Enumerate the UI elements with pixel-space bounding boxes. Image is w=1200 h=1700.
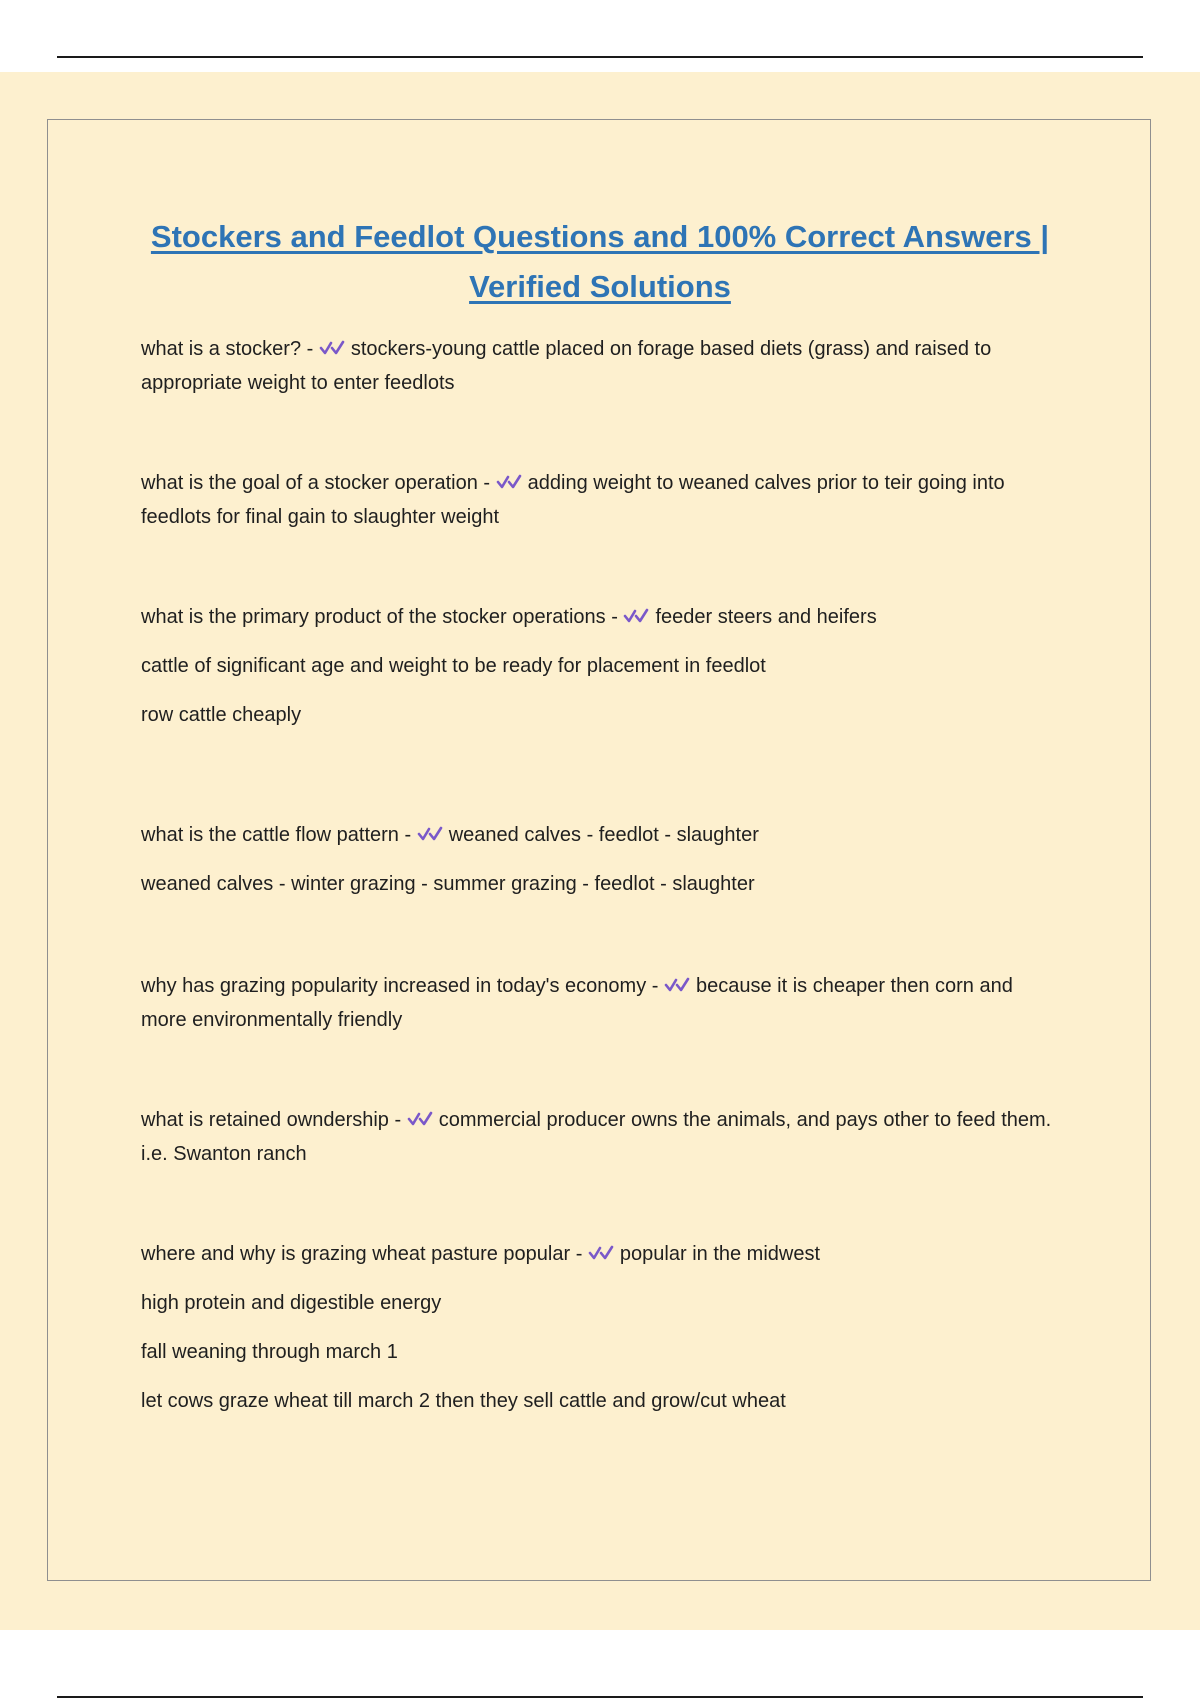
top-rule [57,56,1143,58]
document-title [0,212,1200,312]
qa-item [141,818,1061,901]
answer: because it is cheaper then corn and more environmentally friendly [141,975,1013,1031]
answer: popular in the midwest [619,1243,821,1265]
qa-text [141,332,1061,400]
qa-text [141,1103,1061,1171]
double-check-icon [664,975,690,995]
answer-extra-line: let cows graze wheat till march 2 then they sell cattle and grow/cut wheat [141,1390,786,1412]
answer: stockers-young cattle placed on forage based diets (grass) and raised to appropriate weight to enter feedlots [141,338,992,394]
answer-extra-line: high protein and digestible energy [141,1292,442,1314]
question: what is the goal of a stocker operation - [141,472,491,494]
qa-text [141,600,1061,634]
qa-text [141,466,1061,534]
answer: feeder steers and heifers [655,606,877,628]
question: what is a stocker? - [141,338,314,360]
double-check-icon [407,1109,433,1129]
question: what is the cattle flow pattern - [141,824,412,846]
double-check-icon [623,606,649,626]
qa-item [141,969,1061,1037]
qa-item [141,1103,1061,1171]
question: what is retained owndership - [141,1109,402,1131]
title-line-1: Stockers and Feedlot Questions and 100% Correct Answers | [150,219,1050,254]
double-check-icon [496,472,522,492]
bottom-rule [57,1696,1143,1698]
question: where and why is grazing wheat pasture popular - [141,1243,583,1265]
answer: commercial producer owns the animals, and pays other to feed them. i.e. Swanton ranch [141,1109,1052,1165]
qa-item [141,466,1061,534]
answer: adding weight to weaned calves prior to teir going into feedlots for final gain to slaughter weight [141,472,1005,528]
answer-extra-line: cattle of significant age and weight to be ready for placement in feedlot [141,655,766,677]
question: what is the primary product of the stocker operations - [141,606,618,628]
qa-item [141,1237,1061,1418]
page-band [0,72,1200,1630]
qa-text [141,818,1061,852]
qa-text [141,1237,1061,1271]
answer-extra-line: weaned calves - winter grazing - summer grazing - feedlot - slaughter [141,873,755,895]
answer: weaned calves - feedlot - slaughter [448,824,759,846]
double-check-icon [417,824,443,844]
qa-item [141,600,1061,732]
answer-extra-line: fall weaning through march 1 [141,1341,398,1363]
double-check-icon [319,338,345,358]
qa-item [141,332,1061,400]
double-check-icon [588,1243,614,1263]
answer-extra-line: row cattle cheaply [141,704,302,726]
question: why has grazing popularity increased in today's economy - [141,975,659,997]
qa-text [141,969,1061,1037]
title-line-2: Verified Solutions [469,269,731,304]
